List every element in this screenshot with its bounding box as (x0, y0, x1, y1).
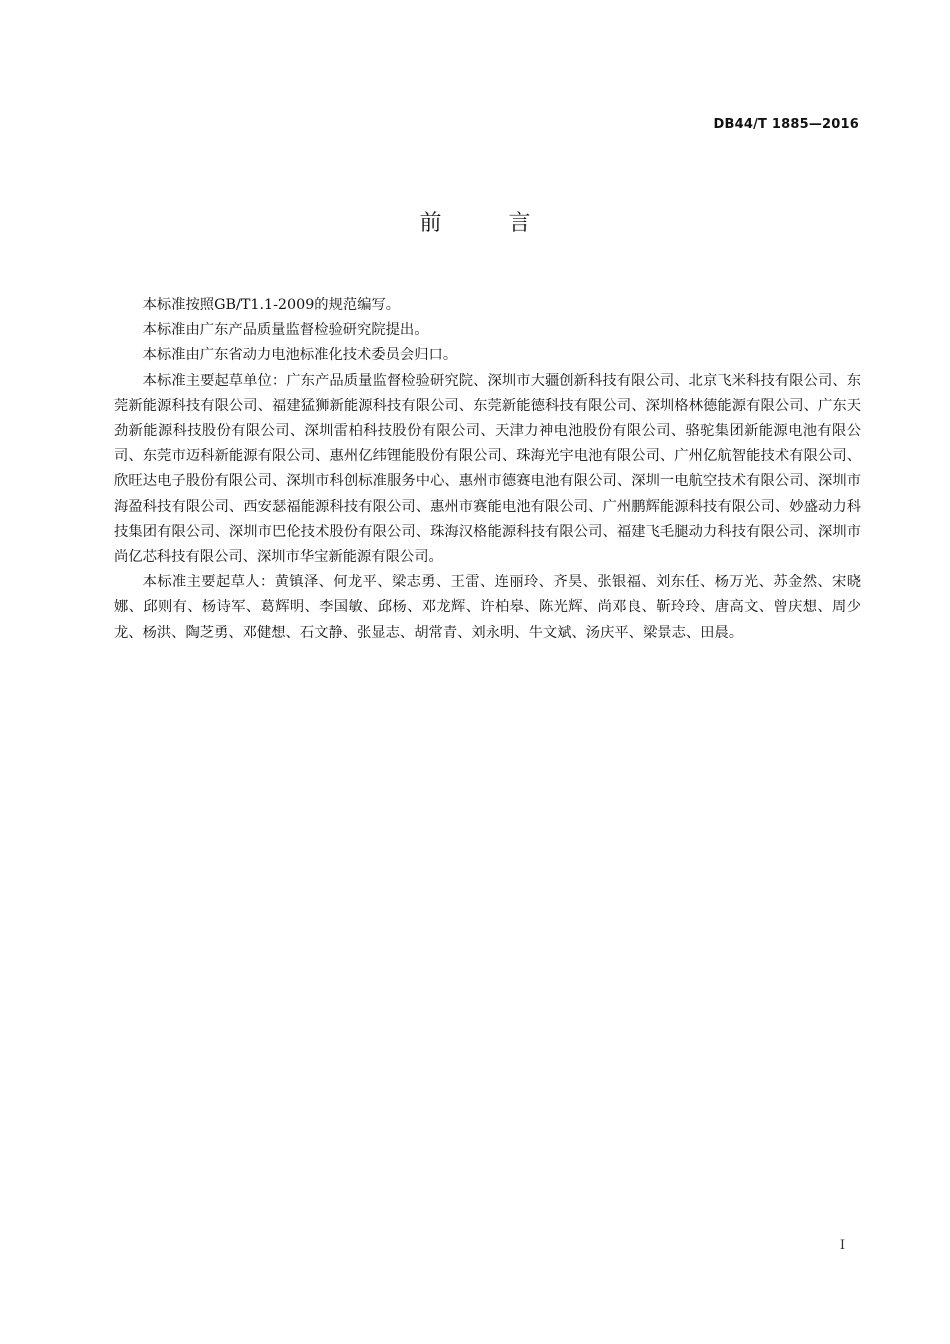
paragraph-proposer: 本标准由广东产品质量监督检验研究院提出。 (142, 322, 429, 339)
page-title: 前 言 (419, 211, 561, 236)
paragraph-committee: 本标准由广东省动力电池标准化技术委员会归口。 (142, 347, 458, 364)
page-number: I (839, 1238, 845, 1253)
paragraph-drafting-units: 本标准主要起草单位：广东产品质量监督检验研究院、深圳市大疆创新科技有限公司、北京飞米科技有限公司、东莞新能源科技有限公司、福建猛狮新能源科技有限公司、东莞新能德科技有限公司、深圳格林德能源有限公司、广东天劲新能源科技股份有限公司、深圳雷柏科技股份有限公司、天津力神电池股份有限公司、骆驼集团新能源电池有限公司、东莞市迈科新能源有限公司、惠州亿纬锂能股份有限公司、珠海光宇电池有限公司、广州亿航智能技术有限公司、欣旺达电子股份有限公司、深圳市科创标准服务中心、惠州市德赛电池有限公司、深圳一电航空技术有限公司、深圳市海盈科技有限公司、西安瑟福能源科技有限公司、惠州市赛能电池有限公司、广州鹏辉能源科技有限公司、妙盛动力科技集团有限公司、深圳市巴伦技术股份有限公司、珠海汉格能源科技有限公司、福建飞毛腿动力科技有限公司、深圳市尚亿芯科技有限公司、深圳市华宝新能源有限公司。 (114, 372, 861, 566)
standard-code: DB44/T 1885—2016 (713, 117, 859, 132)
paragraph-format-standard: 本标准按照GB/T1.1-2009的规范编写。 (142, 297, 401, 313)
paragraph-drafters: 本标准主要起草人：黄镇泽、何龙平、梁志勇、王雷、连丽玲、齐昊、张银福、刘东任、杨万光、苏金然、宋晓娜、邱则有、杨诗军、葛辉明、李国敏、邱杨、邓龙辉、许柏皋、陈光辉、尚邓良、靳玲玲、唐高文、曾庆想、周少龙、杨洪、陶芝勇、邓健想、石文静、张显志、胡常青、刘永明、牛文斌、汤庆平、梁景志、田晨。 (114, 574, 861, 641)
foreword-body (114, 293, 861, 646)
